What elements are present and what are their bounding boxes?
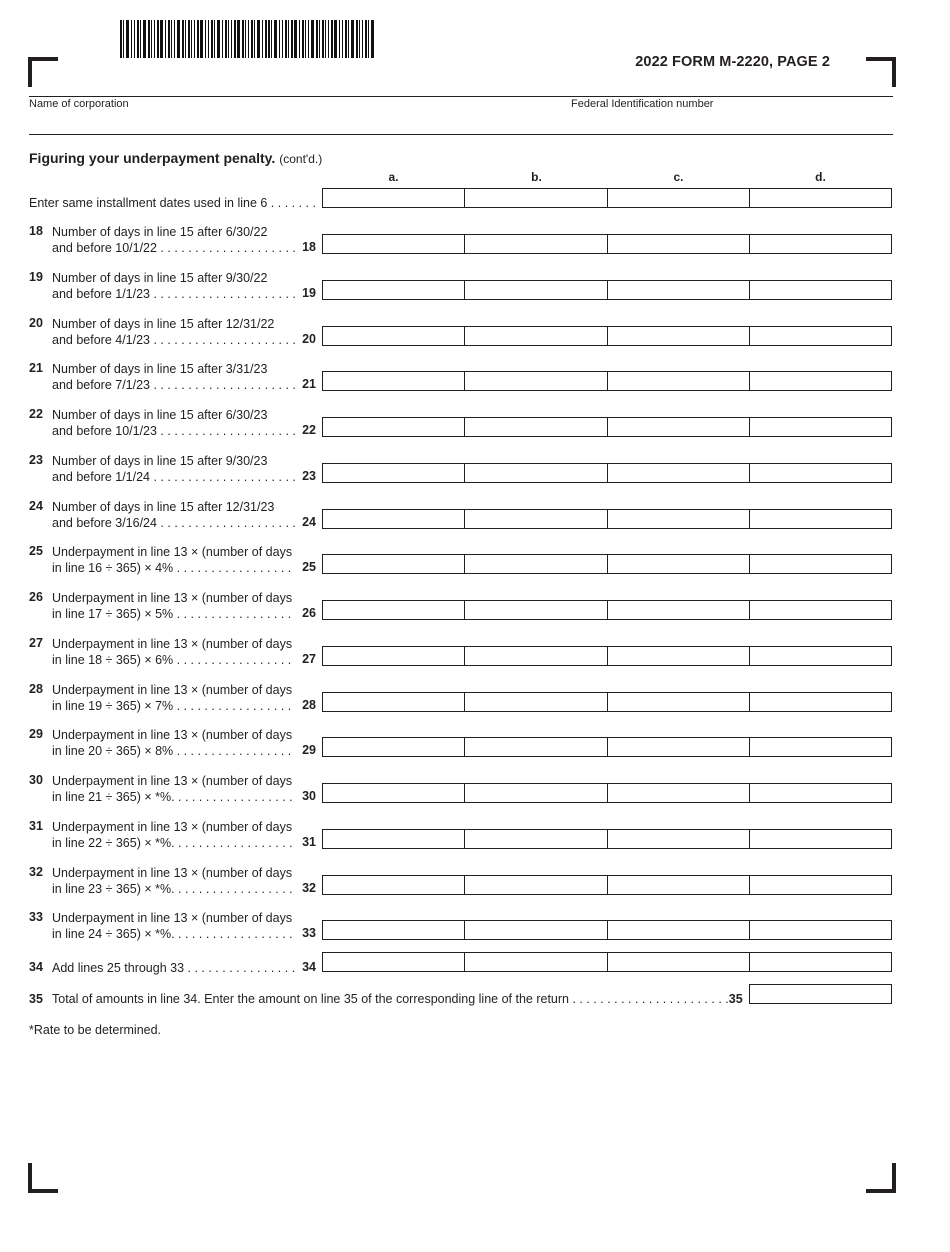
line-19-row: [322, 280, 892, 300]
line-20-number: 20: [29, 316, 43, 330]
line-30-a-field[interactable]: [323, 784, 465, 802]
barcode-bar: [131, 20, 132, 58]
line-18-b-field[interactable]: [465, 235, 607, 253]
line-22-d-field[interactable]: [750, 418, 891, 436]
barcode-bar: [168, 20, 170, 58]
line-27-number: 27: [29, 636, 43, 650]
line-22-row: [322, 417, 892, 437]
line-27-b-field[interactable]: [465, 647, 607, 665]
fein-label: Federal Identification number: [571, 98, 714, 110]
line-22-text-2: and before 10/1/23 . . . . . . . . . . . . . . . . . . . .: [52, 424, 296, 438]
line-28-text: [52, 682, 292, 714]
rate-footnote: *Rate to be determined.: [29, 1023, 162, 1037]
line-31-text-2: in line 22 ÷ 365) × *%. . . . . . . . . . . . . . . . . .: [52, 836, 293, 850]
barcode-bar: [359, 20, 360, 58]
line-19-ref: 19: [302, 286, 316, 300]
line-24-b-field[interactable]: [465, 510, 607, 528]
line-29-number: 29: [29, 727, 43, 741]
line-25-c-field[interactable]: [608, 555, 750, 573]
barcode-bar: [339, 20, 340, 58]
line-23-number: 23: [29, 453, 43, 467]
barcode-bar: [225, 20, 227, 58]
barcode-bar: [279, 20, 280, 58]
line-25-ref: 25: [302, 560, 316, 574]
line-32-a-field[interactable]: [323, 876, 465, 894]
barcode-bar: [231, 20, 232, 58]
line-27-ref: 27: [302, 652, 316, 666]
line-18-text-2: and before 10/1/22 . . . . . . . . . . . . . . . . . . . .: [52, 241, 296, 255]
barcode-bar: [242, 20, 244, 58]
barcode-bar: [182, 20, 184, 58]
line-33-a-field[interactable]: [323, 921, 465, 939]
line-25-text-2: in line 16 ÷ 365) × 4% . . . . . . . . . . . . . . . . .: [52, 561, 292, 575]
line-30-number: 30: [29, 773, 43, 787]
barcode-bar: [308, 20, 309, 58]
barcode-bar: [342, 20, 343, 58]
line-23-text-1: Number of days in line 15 after 9/30/23: [52, 454, 268, 468]
section-title-text: Figuring your underpayment penalty.: [29, 150, 276, 166]
barcode-bar: [254, 20, 255, 58]
barcode-bar: [191, 20, 192, 58]
line-33-c-field[interactable]: [608, 921, 750, 939]
line-32-text-2: in line 23 ÷ 365) × *%. . . . . . . . . . . . . . . . . .: [52, 882, 293, 896]
line-33-text-2: in line 24 ÷ 365) × *%. . . . . . . . . . . . . . . . . .: [52, 927, 293, 941]
line-22-b-field[interactable]: [465, 418, 607, 436]
barcode-bar: [251, 20, 253, 58]
line-33-number: 33: [29, 910, 43, 924]
barcode-bar: [211, 20, 213, 58]
line-23-text-2: and before 1/1/24 . . . . . . . . . . . . . . . . . . . . .: [52, 470, 296, 484]
barcode-bar: [288, 20, 289, 58]
line-28-text-2: in line 19 ÷ 365) × 7% . . . . . . . . . . . . . . . . .: [52, 699, 292, 713]
line-28-d-field[interactable]: [750, 693, 891, 711]
column-header-b: b.: [531, 170, 542, 184]
line-28-text-1: Underpayment in line 13 × (number of days: [52, 683, 293, 697]
barcode-bar: [140, 20, 141, 58]
barcode-bar: [222, 20, 223, 58]
line-18-text: [52, 224, 296, 256]
line-31-c-field[interactable]: [608, 830, 750, 848]
line-35-number: 35: [29, 992, 43, 1006]
barcode-bar: [325, 20, 326, 58]
line-22-ref: 22: [302, 423, 316, 437]
line-21-text-1: Number of days in line 15 after 3/31/23: [52, 362, 268, 376]
line-24-text: [52, 499, 296, 531]
barcode-bar: [311, 20, 314, 58]
line-19-c-field[interactable]: [608, 281, 750, 299]
barcode-bar: [365, 20, 367, 58]
line-26-d-field[interactable]: [750, 601, 891, 619]
line-22-text-1: Number of days in line 15 after 6/30/23: [52, 408, 268, 422]
barcode-bar: [160, 20, 163, 58]
line-33-b-field[interactable]: [465, 921, 607, 939]
line-19-number: 19: [29, 270, 43, 284]
barcode-bar: [271, 20, 272, 58]
line-24-c-field[interactable]: [608, 510, 750, 528]
line-29-text-2: in line 20 ÷ 365) × 8% . . . . . . . . . . . . . . . . .: [52, 744, 292, 758]
line-33-text: [52, 910, 293, 942]
line-31-row: [322, 829, 892, 849]
line-31-ref: 31: [302, 835, 316, 849]
line-20-text-2: and before 4/1/23 . . . . . . . . . . . . . . . . . . . . .: [52, 333, 296, 347]
line-28-a-field[interactable]: [323, 693, 465, 711]
barcode-bar: [174, 20, 175, 58]
line-23-a-field[interactable]: [323, 464, 465, 482]
line-26-c-field[interactable]: [608, 601, 750, 619]
line-18-d-field[interactable]: [750, 235, 891, 253]
line-23-b-field[interactable]: [465, 464, 607, 482]
line-32-d-field[interactable]: [750, 876, 891, 894]
barcode-bar: [126, 20, 129, 58]
barcode-bar: [120, 20, 122, 58]
name-field-rule: [29, 134, 893, 135]
line-31-text-1: Underpayment in line 13 × (number of days: [52, 820, 293, 834]
line-19-text-1: Number of days in line 15 after 9/30/22: [52, 271, 268, 285]
line-34-number: 34: [29, 960, 43, 974]
barcode-bar: [234, 20, 236, 58]
barcode-bar: [214, 20, 215, 58]
installment-date-d-field[interactable]: [750, 189, 891, 207]
line-18-c-field[interactable]: [608, 235, 750, 253]
barcode-bar: [200, 20, 203, 58]
line-31-b-field[interactable]: [465, 830, 607, 848]
barcode-bar: [151, 20, 152, 58]
barcode-bar: [368, 20, 369, 58]
barcode-bar: [265, 20, 267, 58]
line-25-text: [52, 544, 292, 576]
barcode-bar: [148, 20, 150, 58]
barcode-bar: [356, 20, 358, 58]
barcode-bar: [268, 20, 270, 58]
line-23-ref: 23: [302, 469, 316, 483]
barcode-bar: [123, 20, 124, 58]
line-34-d-field[interactable]: [750, 953, 891, 971]
line-24-row: [322, 509, 892, 529]
line-32-b-field[interactable]: [465, 876, 607, 894]
line-30-text: [52, 773, 293, 805]
line-18-text-1: Number of days in line 15 after 6/30/22: [52, 225, 268, 239]
line-30-d-field[interactable]: [750, 784, 891, 802]
form-title: 2022 FORM M-2220, PAGE 2: [635, 54, 830, 70]
line-26-a-field[interactable]: [323, 601, 465, 619]
line-20-text: [52, 316, 296, 348]
barcode-bar: [362, 20, 363, 58]
barcode-bar: [274, 20, 277, 58]
corner-mark-top-left: [28, 57, 58, 87]
line-29-a-field[interactable]: [323, 738, 465, 756]
line-25-d-field[interactable]: [750, 555, 891, 573]
line-23-row: [322, 463, 892, 483]
line-21-b-field[interactable]: [465, 372, 607, 390]
line-19-text: [52, 270, 296, 302]
installment-dates-row: [322, 188, 892, 208]
line-18-a-field[interactable]: [323, 235, 465, 253]
name-of-corporation-label: Name of corporation: [29, 98, 129, 110]
line-26-b-field[interactable]: [465, 601, 607, 619]
barcode-bar: [319, 20, 320, 58]
line-31-a-field[interactable]: [323, 830, 465, 848]
line-29-c-field[interactable]: [608, 738, 750, 756]
line-31-number: 31: [29, 819, 43, 833]
line-33-text-1: Underpayment in line 13 × (number of days: [52, 911, 293, 925]
line-34-c-field[interactable]: [608, 953, 750, 971]
line-28-b-field[interactable]: [465, 693, 607, 711]
line-30-row: [322, 783, 892, 803]
installment-date-a-field[interactable]: [323, 189, 465, 207]
line-21-number: 21: [29, 361, 43, 375]
line-31-text: [52, 819, 293, 851]
line-26-text-2: in line 17 ÷ 365) × 5% . . . . . . . . . . . . . . . . .: [52, 607, 292, 621]
line-21-ref: 21: [302, 377, 316, 391]
line-20-a-field[interactable]: [323, 327, 465, 345]
barcode-bar: [334, 20, 337, 58]
barcode-bar: [328, 20, 329, 58]
corner-mark-bottom-left: [28, 1163, 58, 1193]
barcode-bar: [228, 20, 229, 58]
corner-mark-bottom-right: [866, 1163, 896, 1193]
line-24-text-1: Number of days in line 15 after 12/31/23: [52, 500, 275, 514]
barcode-bar: [157, 20, 159, 58]
column-header-a: a.: [388, 170, 399, 184]
line-34-b-field[interactable]: [465, 953, 607, 971]
barcode-bar: [291, 20, 293, 58]
barcode-bar: [305, 20, 306, 58]
barcode-bar: [294, 20, 297, 58]
barcode-bar: [316, 20, 318, 58]
barcode-bar: [299, 20, 300, 58]
barcode-bar: [134, 20, 135, 58]
line-34-a-field[interactable]: [323, 953, 465, 971]
line-21-a-field[interactable]: [323, 372, 465, 390]
installment-date-b-field[interactable]: [465, 189, 607, 207]
line-22-c-field[interactable]: [608, 418, 750, 436]
line-28-row: [322, 692, 892, 712]
line-21-row: [322, 371, 892, 391]
line-25-b-field[interactable]: [465, 555, 607, 573]
line-22-a-field[interactable]: [323, 418, 465, 436]
barcode-bar: [302, 20, 304, 58]
line-18-ref: 18: [302, 240, 316, 254]
line-29-b-field[interactable]: [465, 738, 607, 756]
barcode-bar: [331, 20, 333, 58]
barcode-bar: [177, 20, 180, 58]
line-32-text-1: Underpayment in line 13 × (number of days: [52, 866, 293, 880]
barcode-bar: [143, 20, 146, 58]
barcode-bar: [248, 20, 249, 58]
line-22-number: 22: [29, 407, 43, 421]
line-27-text-2: in line 18 ÷ 365) × 6% . . . . . . . . . . . . . . . . .: [52, 653, 292, 667]
barcode-bar: [197, 20, 199, 58]
line-33-d-field[interactable]: [750, 921, 891, 939]
line-34-text: Add lines 25 through 33 . . . . . . . . . . . . . . . .: [52, 961, 296, 975]
corner-mark-top-right: [866, 57, 896, 87]
line-28-number: 28: [29, 682, 43, 696]
line-35-description: Total of amounts in line 34. Enter the amount on line 35 of the corresponding line of the return . . . . . . . . . . . . . . . . . . . . . . .: [52, 992, 729, 1006]
line-24-text-2: and before 3/16/24 . . . . . . . . . . . . . . . . . . . .: [52, 516, 296, 530]
line-21-text: [52, 361, 296, 393]
line-23-c-field[interactable]: [608, 464, 750, 482]
line-33-ref: 33: [302, 926, 316, 940]
line-28-c-field[interactable]: [608, 693, 750, 711]
barcode: [120, 20, 438, 58]
line-32-number: 32: [29, 865, 43, 879]
line-24-ref: 24: [302, 515, 316, 529]
line-31-d-field[interactable]: [750, 830, 891, 848]
line-19-a-field[interactable]: [323, 281, 465, 299]
barcode-bar: [154, 20, 155, 58]
line-24-d-field[interactable]: [750, 510, 891, 528]
line-32-row: [322, 875, 892, 895]
barcode-bar: [208, 20, 209, 58]
line-28-ref: 28: [302, 698, 316, 712]
barcode-bar: [171, 20, 172, 58]
barcode-bar: [322, 20, 324, 58]
line-33-row: [322, 920, 892, 940]
line-25-a-field[interactable]: [323, 555, 465, 573]
line-25-row: [322, 554, 892, 574]
line-29-row: [322, 737, 892, 757]
line-19-text-2: and before 1/1/23 . . . . . . . . . . . . . . . . . . . . .: [52, 287, 296, 301]
line-29-d-field[interactable]: [750, 738, 891, 756]
line-19-b-field[interactable]: [465, 281, 607, 299]
line-22-text: [52, 407, 296, 439]
line-26-row: [322, 600, 892, 620]
barcode-bar: [282, 20, 283, 58]
line-21-d-field[interactable]: [750, 372, 891, 390]
line-26-ref: 26: [302, 606, 316, 620]
line-32-ref: 32: [302, 881, 316, 895]
header-rule: [29, 96, 893, 97]
line-30-c-field[interactable]: [608, 784, 750, 802]
line-25-number: 25: [29, 544, 43, 558]
barcode-bar: [257, 20, 260, 58]
line-21-c-field[interactable]: [608, 372, 750, 390]
line-27-c-field[interactable]: [608, 647, 750, 665]
barcode-bar: [188, 20, 190, 58]
line-18-row: [322, 234, 892, 254]
line-29-text: [52, 727, 292, 759]
barcode-bar: [348, 20, 349, 58]
line-27-d-field[interactable]: [750, 647, 891, 665]
barcode-bar: [237, 20, 240, 58]
line-19-d-field[interactable]: [750, 281, 891, 299]
line-23-text: [52, 453, 296, 485]
barcode-bar: [351, 20, 354, 58]
line-25-text-1: Underpayment in line 13 × (number of days: [52, 545, 293, 559]
barcode-bar: [194, 20, 195, 58]
section-title: [29, 150, 322, 166]
line-20-row: [322, 326, 892, 346]
barcode-bar: [345, 20, 347, 58]
line-35-total-field[interactable]: [749, 984, 892, 1004]
column-header-c: c.: [673, 170, 684, 184]
barcode-bar: [262, 20, 263, 58]
line-35-text: [52, 992, 743, 1006]
line-27-text: [52, 636, 292, 668]
line-30-b-field[interactable]: [465, 784, 607, 802]
line-30-ref: 30: [302, 789, 316, 803]
column-header-d: d.: [815, 170, 826, 184]
line-32-text: [52, 865, 293, 897]
line-20-d-field[interactable]: [750, 327, 891, 345]
barcode-bar: [185, 20, 186, 58]
barcode-bar: [245, 20, 246, 58]
line-20-c-field[interactable]: [608, 327, 750, 345]
line-30-text-1: Underpayment in line 13 × (number of days: [52, 774, 293, 788]
line-32-c-field[interactable]: [608, 876, 750, 894]
line-24-number: 24: [29, 499, 43, 513]
line-34-row: [322, 952, 892, 972]
line-26-number: 26: [29, 590, 43, 604]
line-20-ref: 20: [302, 332, 316, 346]
barcode-bar: [217, 20, 220, 58]
line-26-text-1: Underpayment in line 13 × (number of days: [52, 591, 293, 605]
line-20-text-1: Number of days in line 15 after 12/31/22: [52, 317, 275, 331]
line-21-text-2: and before 7/1/23 . . . . . . . . . . . . . . . . . . . . .: [52, 378, 296, 392]
line-27-text-1: Underpayment in line 13 × (number of days: [52, 637, 293, 651]
line-23-d-field[interactable]: [750, 464, 891, 482]
line-20-b-field[interactable]: [465, 327, 607, 345]
barcode-bar: [137, 20, 139, 58]
line-27-row: [322, 646, 892, 666]
line-35-ref: 35: [728, 992, 743, 1006]
barcode-bar: [165, 20, 166, 58]
barcode-bar: [371, 20, 374, 58]
barcode-bar: [205, 20, 206, 58]
line-30-text-2: in line 21 ÷ 365) × *%. . . . . . . . . . . . . . . . . .: [52, 790, 293, 804]
line-24-a-field[interactable]: [323, 510, 465, 528]
barcode-bar: [285, 20, 287, 58]
installment-dates-label: Enter same installment dates used in line 6 . . . . . . .: [29, 196, 316, 210]
line-27-a-field[interactable]: [323, 647, 465, 665]
line-26-text: [52, 590, 292, 622]
line-34-ref: 34: [302, 960, 316, 974]
line-29-text-1: Underpayment in line 13 × (number of days: [52, 728, 293, 742]
line-29-ref: 29: [302, 743, 316, 757]
section-title-cont: (cont'd.): [279, 152, 323, 166]
line-18-number: 18: [29, 224, 43, 238]
installment-date-c-field[interactable]: [608, 189, 750, 207]
